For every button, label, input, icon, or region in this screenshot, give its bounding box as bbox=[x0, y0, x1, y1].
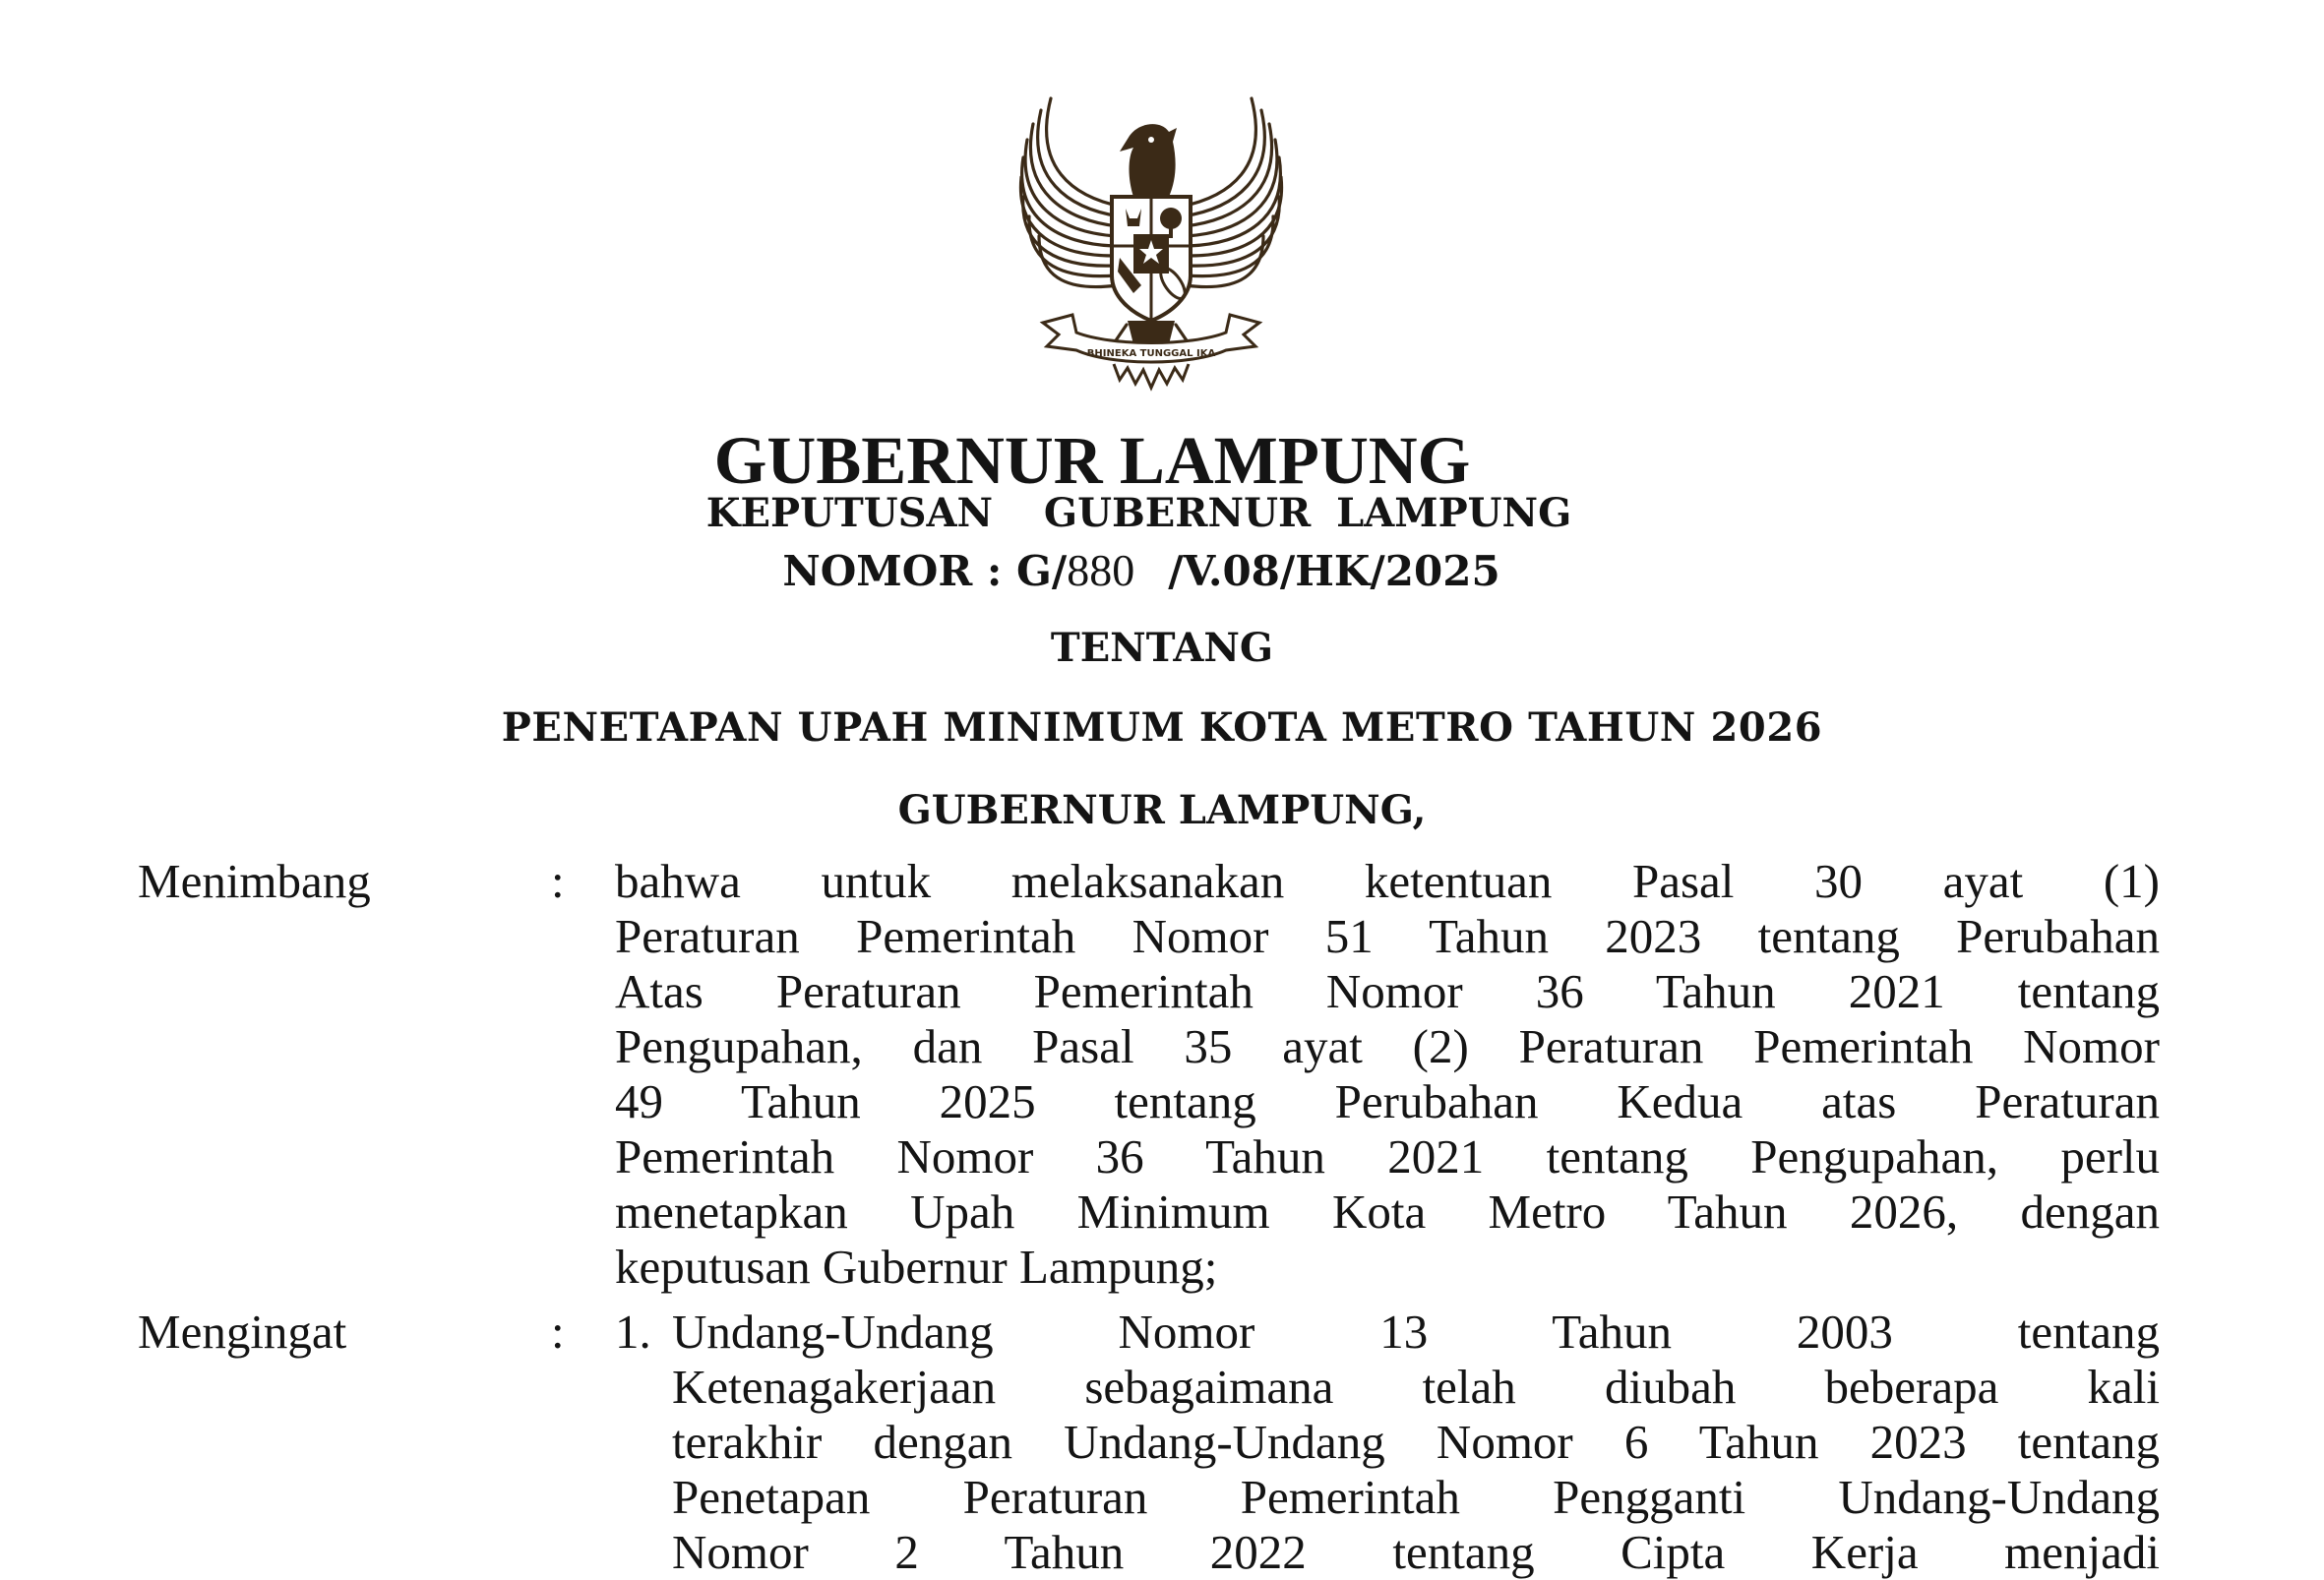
paragraph-line: Pengupahan, dan Pasal 35 ayat (2) Peraturan Pemerintah Nomor bbox=[615, 1019, 2160, 1073]
paragraph-line: bahwa untuk melaksanakan ketentuan Pasal 30 ayat (1) bbox=[615, 854, 2160, 908]
list-item-line: Penetapan Peraturan Pemerintah Pengganti Undang-Undang bbox=[672, 1470, 2160, 1524]
decree-number bbox=[733, 545, 1550, 595]
paragraph-line: Atas Peraturan Pemerintah Nomor 36 Tahun 2021 tentang bbox=[615, 964, 2160, 1018]
section-label-mengingat: Mengingat bbox=[138, 1305, 347, 1359]
paragraph-line: Pemerintah Nomor 36 Tahun 2021 tentang Pengupahan, perlu bbox=[615, 1129, 2160, 1184]
paragraph-line: keputusan Gubernur Lampung; bbox=[615, 1240, 1218, 1294]
decree-subject: PENETAPAN UPAH MINIMUM KOTA METRO TAHUN 2026 bbox=[501, 704, 1823, 751]
decree-label bbox=[694, 492, 1584, 535]
list-item-line: Ketenagakerjaan sebagaimana telah diubah beberapa kali bbox=[672, 1360, 2160, 1414]
mengingat-list-item bbox=[672, 1305, 2160, 1580]
decree-number-value: 880 bbox=[1067, 545, 1135, 595]
menimbang-paragraph bbox=[615, 854, 2160, 1295]
section-colon: : bbox=[551, 1305, 565, 1359]
list-item-number: 1. bbox=[615, 1305, 651, 1359]
governor-heading: GUBERNUR LAMPUNG, bbox=[897, 787, 1427, 833]
paragraph-line: Peraturan Pemerintah Nomor 51 Tahun 2023 tentang Perubahan bbox=[615, 909, 2160, 963]
section-label-menimbang: Menimbang bbox=[138, 854, 371, 908]
decree-number-suffix: /V.08/HK/2025 bbox=[1168, 547, 1500, 595]
list-item-line: Undang-Undang Nomor 13 Tahun 2003 tentang bbox=[672, 1305, 2160, 1359]
paragraph-line: menetapkan Upah Minimum Kota Metro Tahun 2026, dengan bbox=[615, 1185, 2160, 1239]
decree-label-text: KEPUTUSAN GUBERNUR LAMPUNG bbox=[705, 490, 1572, 536]
paragraph-line: 49 Tahun 2025 tentang Perubahan Kedua atas Peraturan bbox=[615, 1074, 2160, 1128]
list-item-line: terakhir dengan Undang-Undang Nomor 6 Tahun 2023 tentang bbox=[672, 1415, 2160, 1469]
office-title: GUBERNUR LAMPUNG bbox=[713, 423, 1471, 498]
list-item-line: Nomor 2 Tahun 2022 tentang Cipta Kerja menjadi bbox=[672, 1525, 2160, 1579]
decree-number-prefix: NOMOR : G/ bbox=[782, 547, 1068, 595]
about-label: TENTANG bbox=[1050, 625, 1274, 671]
section-colon: : bbox=[551, 854, 565, 908]
emblem-ribbon-text: BHINEKA TUNGGAL IKA bbox=[1086, 348, 1216, 359]
garuda-emblem-icon bbox=[1004, 89, 1299, 395]
